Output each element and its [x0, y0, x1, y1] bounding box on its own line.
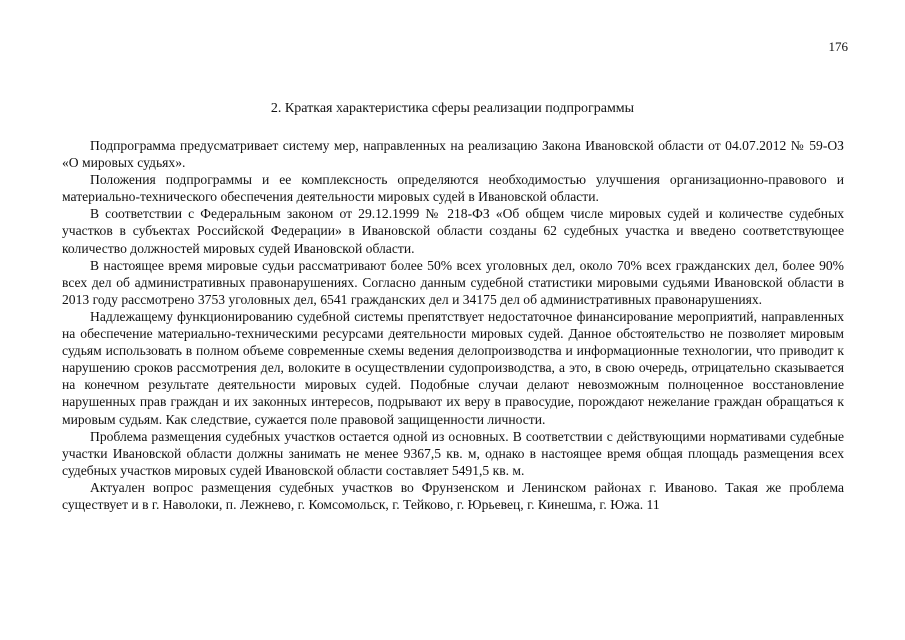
section-title: 2. Краткая характеристика сферы реализации подпрограммы: [270, 101, 635, 116]
paragraph-5: Надлежащему функционированию судебной системы препятствует недостаточное финансирование мероприятий, направленных на обеспечение материально-техническими ресурсами деятельности мировых судей. Данное обстоятельство не позволяет мировым судьям использовать в полном объеме современные схемы ведения делопроизводства и информационные технологии, что приводит к нарушению сроков рассмотрения дел, волоките в осуществлении судопроизводства, а это, в свою очередь, отрицательно сказывается на конечном результате деятельности мировых судей. Подобные случаи делают невозможным полноценное восстановление нарушенных прав граждан и их законных интересов, подрывают их веру в правосудие, порождают нежелание граждан обращаться к мировым судьям. Как следствие, сужается поле правовой защищенности личности.: [62, 308, 844, 427]
paragraph-7: Актуален вопрос размещения судебных участков во Фрунзенском и Ленинском районах г. Иваново. Такая же проблема существует и в г. Наволоки, п. Лежнево, г. Комсомольск, г. Тейково, г. Юрьевец, г. Кинешма, г. Южа. 11: [62, 479, 844, 512]
paragraph-6: Проблема размещения судебных участков остается одной из основных. В соответствии с действующими нормативами судебные участки Ивановской области должны занимать не менее 9367,5 кв. м, однако в настоящее время общая площадь размещения всех судебных участков мировых судей Ивановской области составляет 5491,5 кв. м.: [62, 428, 844, 478]
paragraph-4: В настоящее время мировые судьи рассматривают более 50% всех уголовных дел, около 70% всех гражданских дел, более 90% всех дел об административных правонарушениях. Согласно данным судебной статистики мировыми судьями Ивановской области в 2013 году рассмотрено 3753 уголовных дел, 6541 гражданских дел и 34175 дел об административных правонарушениях.: [62, 257, 844, 307]
page-number: 176: [828, 39, 848, 54]
body-text: [62, 137, 844, 513]
paragraph-1: Подпрограмма предусматривает систему мер, направленных на реализацию Закона Ивановской области от 04.07.2012 № 59-ОЗ «О мировых судьях».: [62, 138, 844, 171]
paragraph-2: Положения подпрограммы и ее комплексность определяются необходимостью улучшения организационно-правового и материально-технического обеспечения деятельности мировых судей в Ивановской области.: [62, 172, 844, 205]
paragraph-3: В соответствии с Федеральным законом от 29.12.1999 № 218-ФЗ «Об общем числе мировых судей и количестве судебных участков в субъектах Российской Федерации» в Ивановской области созданы 62 судебных участка и введено соответствующее количество должностей мировых судей Ивановской области.: [62, 206, 844, 256]
